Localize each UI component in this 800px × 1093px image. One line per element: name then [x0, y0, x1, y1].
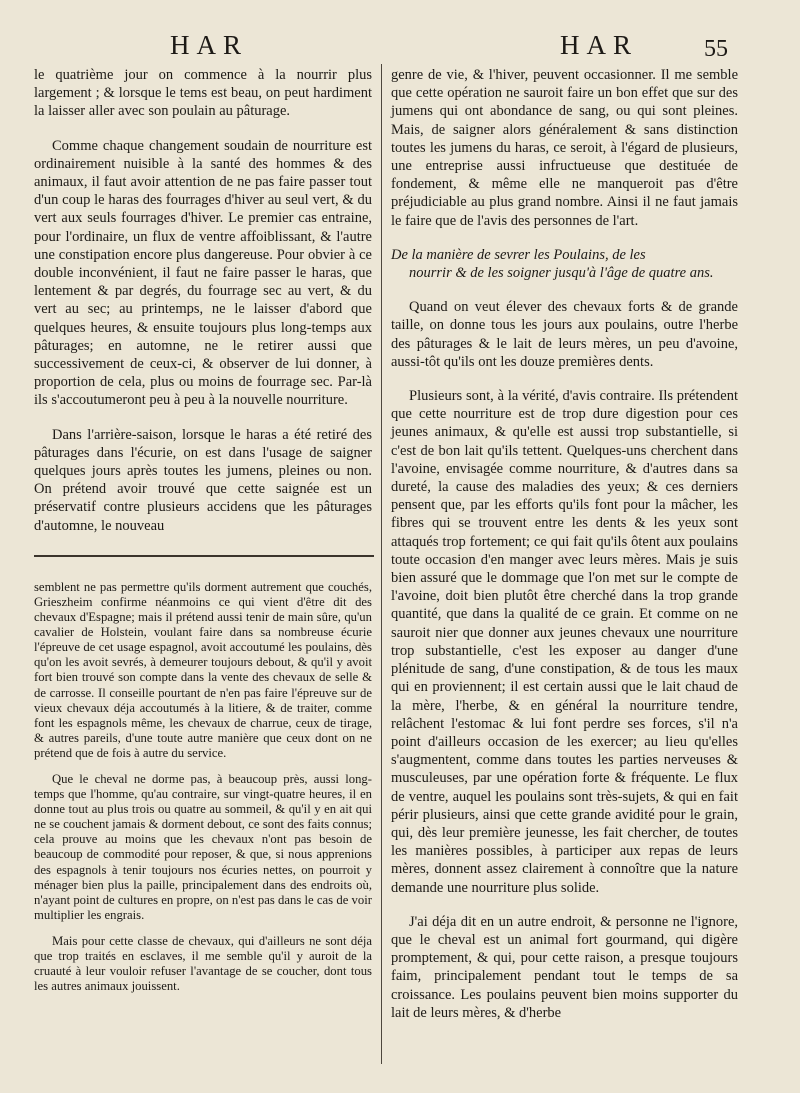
- paragraph: Quand on veut élever des chevaux forts & de grande taille, on donne tous les jours aux poulains, outre l'herbe des pâturages & le lait de leurs mères, un peu d'avoine, aussi-tôt qu'ils ont les douze premières dents.: [391, 299, 738, 370]
- column-divider: [381, 64, 382, 1064]
- paragraph: Plusieurs sont, à la vérité, d'avis contraire. Ils prétendent que cette nourriture est de trop dure digestion pour ces jeunes animaux, & qu'elle est aussi trop substantielle, si c'est de bon lait qu'ils tettent. Quelques-uns cherchent dans l'avoine, envisagée comme nourriture, & d'autres dans sa dureté, la cause des maladies des yeux; & ces derniers pensent que, par les efforts qu'ils font pour la mâcher, les fibres qui se trouvent entre les dents & les yeux sont attaqués trop fortement; ce qui fait qu'ils ôtent aux poulains toute occasion d'en manger avec leurs mères. Mais je suis bien assuré que le dommage que l'on met sur le compte de l'avoine, doit bien plutôt être cherché dans la trop grande quantité, que dans la qualité de ce grain. Et comme on ne sauroit nier que donner aux jeunes chevaux une nourriture trop substantielle, c'est les exposer au danger d'une plénitude de sang, d'une constipation, & de tous les maux qui en proviennent; il est certain aussi que le lait chaud de la mère, l'herbe, & en général la nourriture tendre, relâchent l'estomac & lui font perdre ses forces, s'il n'a point d'ailleurs occasion de les exercer; au lieu qu'elles s'augmentent, comme dans toutes les parties nerveuses & musculeuses, par une opération forte & fréquente. Le flux de ventre, auquel les poulains sont très-sujets, & qui en fait périr plusieurs, ainsi que cette grande avidité pour le grain, qui, dès leur première jeunesse, les fait chercher, de toutes les manières possibles, à participer aux repas de leurs mères, donnent assez clairement à connoître que la nature demande une nourriture plus solide.: [391, 388, 738, 896]
- paragraph: genre de vie, & l'hiver, peuvent occasionner. Il me semble que cette opération ne sauroit faire un bon effet que sur des jumens qui ont abondance de sang, ou qui sont pleines. Mais, de saigner alors généralement & sans distinction toutes les jumens du haras, ce seroit, à l'égard de plusieurs, une entreprise aussi infructueuse que destituée de fondement, & même elle ne manqueroit pas d'être préjudiciable au plus grand nombre. Ainsi il ne faut jamais le faire que de l'avis des personnes de l'art.: [391, 67, 738, 229]
- section-heading-line: nourrir & de les soigner jusqu'à l'âge de quatre ans.: [409, 265, 714, 282]
- footnote-rule: [34, 555, 374, 557]
- left-column: [34, 66, 372, 994]
- paragraph: Comme chaque changement soudain de nourriture est ordinairement nuisible à la santé des hommes & des animaux, il faut avoir attention de ne pas faire passer tout d'un coup le haras des fourrages d'hiver au seul vert, & du vert aux seuls fourrages d'hiver. Le premier cas entraine, pour l'ordinaire, un flux de ventre affoiblissant, & l'autre une constipation encore plus dangereuse. Pour obvier à ce double inconvénient, il faut ne faire passer le haras, que lentement & par degrés, du fourrage sec au vert, & du vert au sec; au printemps, ne le laisser d'abord que quelques heures, & ensuite toujours plus long-temps aux pâturages; en automne, ne le retirer aussi que successivement de ceux-ci, & observer de lui donner, à proportion de cela, plus ou moins de fourrage sec. Par-là ils s'accoutumeront peu à peu à la nouvelle nourriture.: [34, 137, 372, 409]
- section-heading-line: De la manière de sevrer les Poulains, de les: [391, 246, 646, 263]
- right-column: [391, 66, 738, 1022]
- footnote-paragraph: Mais pour cette classe de chevaux, qui d'ailleurs ne sont déja que trop traités en esclaves, il me semble qu'il y auroit de la cruauté à leur vouloir refuser l'avantage de se coucher, dont tous les autres animaux jouissent.: [34, 933, 372, 994]
- footnote-paragraph: semblent ne pas permettre qu'ils dorment autrement que couchés, Grieszheim confirme néanmoins ce qui vient d'être dit des chevaux d'Espagne; mais il prétend aussi tenir de main sûre, qu'un cavalier de Holstein, voulant faire dans sa nombreuse écurie l'épreuve de cet usage espagnol, avoit accoutumé les poulains, dès qu'on les avoit sevrés, à demeurer toujours debout, & qu'il y avoit fort bien trouvé son compte dans la vente des chevaux de selle & de carrosse. Il conseille pourtant de n'en pas faire l'épreuve sur de vieux chevaux déja accoutumés à la litiere, & de traiter, comme font les espagnols même, les chevaux de charrue, ceux de tirage, & autres pareils, d'une toute autre manière que ceux dont on ne prétend que de fois à autre du service.: [34, 579, 372, 760]
- footnote-paragraph: Que le cheval ne dorme pas, à beaucoup près, aussi long-temps que l'homme, qu'au contraire, sur vingt-quatre heures, il en donne tout au plus trois ou quatre au sommeil, & qu'il y en ait qui ne se couchent jamais & dorment debout, ce sont des faits connus; cela prouve au moins que les chevaux n'ont pas besoin de beaucoup de commodité pour reposer, & que, si nous apprenions des espagnols à tenir toujours nos écuries nettes, on pourroit y ménager bien plus la paille, principalement dans des endroits où, n'ayant point de cultures en propre, on n'est pas dans le cas de voir multiplier les engrais.: [34, 772, 372, 922]
- running-head-left: HAR: [170, 30, 249, 60]
- paragraph: Dans l'arrière-saison, lorsque le haras a été retiré des pâturages dans l'écurie, on est dans l'usage de saigner quelques jours après toutes les jumens, pleines ou non. On prétend avoir trouvé que cette saignée est un préservatif contre plusieurs accidens que les pâturages d'automne, le nouveau: [34, 426, 372, 534]
- running-head-right: HAR: [560, 30, 639, 60]
- paragraph: le quatrième jour on commence à la nourrir plus largement ; & lorsque le tems est beau, on peut hardiment la laisser aller avec son poulain au pâturage.: [34, 67, 372, 120]
- page-number: 55: [704, 36, 728, 62]
- section-heading: [391, 246, 738, 282]
- paragraph: J'ai déja dit en un autre endroit, & personne ne l'ignore, que le cheval est un animal fort gourmand, qui digère promptement, & qui, pour cette raison, a presque toujours faim, principalement pendant tout le temps de sa croissance. Les poulains peuvent bien moins supporter du lait de leurs mères, & d'herbe: [391, 913, 738, 1021]
- page-header: [0, 0, 800, 60]
